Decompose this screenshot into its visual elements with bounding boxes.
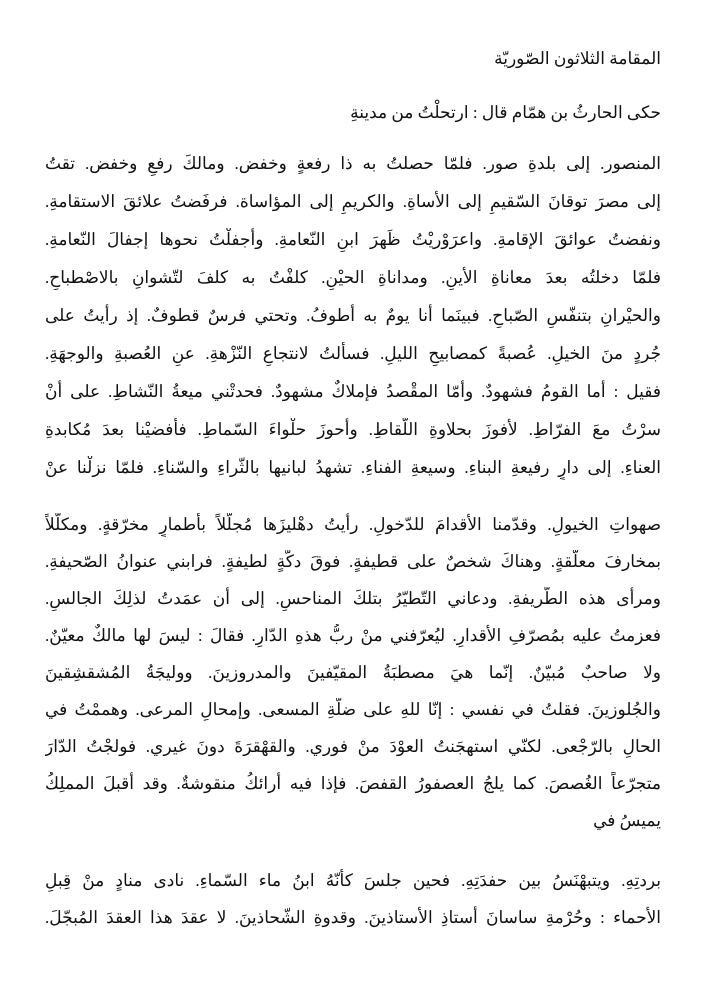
paragraph-1-line-6: جُردٍ منَ الخيلِ. عُصبةً كمصابيحِ الليلِ. فسألتُ لانتجاعِ النّزْهةِ. عنِ العُصبةِ والوجهَةِ. — [45, 344, 661, 363]
intro-line: حكى الحارثُ بن همّام قال : ارتحلْتُ من مدينةِ — [350, 103, 661, 122]
paragraph-2-line-8: متجرّعاً الغُصصَ. كما يلجُ العصفورُ القفصَ. فإذا فيه أرائكُ منقوشةٌ. وقد أقبلَ المملِكُ — [45, 774, 661, 793]
paragraph-2-line-2: بمخارفَ معلّقةٍ. وهناكَ شخصٌ على قطيفةٍ. فوقَ دكّةٍ لطيفةٍ. فرابني عنوانُ الصّحيفةِ. — [45, 552, 661, 571]
paragraph-3-line-1: بردتِهِ. ويتبهْنَسُ بين حفدَتِهِ. فحين جلسَ كأنّهُ ابنُ ماء السّماءِ. نادى منادٍ منْ قِبلِ — [45, 871, 661, 890]
paragraph-3-line-2: الأحماء : وحُرْمةِ ساسانَ أستاذِ الأستاذينَ. وقدوةِ الشّحاذينَ. لا عقدَ هذا العقدَ المُبجّلَ. — [45, 908, 661, 927]
paragraph-2-line-3: ومرأى هذه الطّريفةِ. ودعاني التّطيّرُ بتلكَ المناحسِ. إلى أن عمَدتُ لذلِكَ الجالسِ. — [45, 589, 661, 608]
paragraph-1-line-8: سرْتُ معَ الفرّاطِ. لأفوزَ بحلاوةِ اللُّقاطِ. وأحوزَ حلْواءَ السّماطِ. فأفضيْنا بعدَ مُكابدةِ — [45, 420, 661, 439]
paragraph-1-line-3: ونفضتُ عوائقَ الإقامةِ. واعرَوْريْتُ ظَهرَ ابنِ النّعامةِ. وأجفلْتُ نحوها إجفالَ النّعامةِ. — [45, 230, 661, 249]
paragraph-1-line-5: والحيْرانِ بتنفّسِ الصّباحِ. فبينَما أنا يومٌ به أطوفُ. وتحتي فرسٌ قطوفٌ. إذ رأيتُ على — [45, 306, 661, 325]
document-title: المقامة الثلاثون الصّوريّة — [494, 49, 661, 68]
paragraph-1-line-7: فقيل : أما القومُ فشهودٌ. وأمّا المقْصدُ فإملاكٌ مشهودٌ. فحدتْني ميعةُ النّشاطِ. على أنْ — [45, 382, 661, 401]
paragraph-2-line-4: فعزمتُ عليه بمُصرّفِ الأقدارِ. ليُعرّفني منْ ربُّ هذهِ الدّارِ. فقالَ : ليسَ لها مالكٌ معيّنٌ. — [45, 626, 661, 645]
paragraph-2-line-6: والجُلوزينَ. فقلتُ في نفسي : إنّا للهِ على ضلّةِ المسعى. وإمحالِ المرعى. وهممْتُ في — [45, 700, 661, 719]
paragraph-1-line-4: فلمّا دخلتُه بعدَ معاناةِ الأينِ. ومداناةِ الحيْنِ. كلفْتُ به كلفَ لتّشوانِ بالاصْطباحِ. — [45, 268, 661, 287]
paragraph-2-line-5: ولا صاحبٌ مُبيّنٌ. إنّما هيَ مصطبَةُ المقيّفينَ والمدروزينَ. ووليجَةُ المُشقشِقينَ — [45, 663, 661, 682]
paragraph-2-line-7: الحالِ بالرّجْعى. لكنّي استهجَنتُ العوْدَ منْ فوري. والقهْقرَةَ دونَ غيري. فولجْتُ الدّارَ — [45, 737, 661, 756]
paragraph-1-line-1: المنصور. إلى بلدةِ صور. فلمّا حصلتُ به ذا رفعةٍ وخفض. ومالكَ رفعٍ وخفض. تقتُ — [45, 154, 661, 173]
paragraph-1-line-9: العناءِ. إلى دارٍ رفيعةِ البناءِ. وسيعةِ الفناءِ. تشهدُ لبانيها بالثّراءِ والسّناءِ. فلمّا نزلْنا عنْ — [45, 458, 661, 477]
paragraph-2-line-1: صهواتِ الخيولِ. وقدّمنا الأقدامَ للدّخولِ. رأيتُ دهْليزَها مُجلّلاً بأطمارٍ مخرّقةٍ. ومكلّلاً — [45, 515, 661, 534]
paragraph-2-line-9: يميسُ في — [593, 811, 661, 830]
paragraph-1-line-2: إلى مصرَ توقانَ السّقيمِ إلى الأساةِ. والكريمِ إلى المؤاساة. فرفَضتُ علائقَ الاستقامةِ. — [45, 192, 661, 211]
